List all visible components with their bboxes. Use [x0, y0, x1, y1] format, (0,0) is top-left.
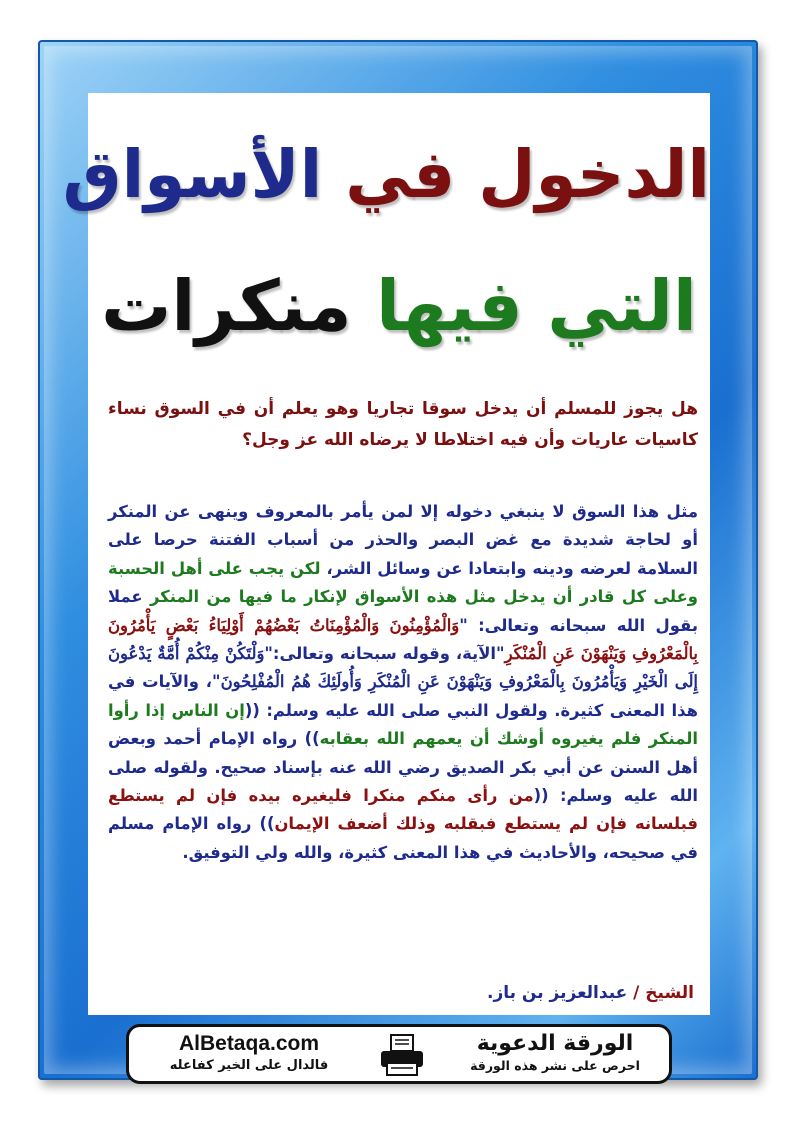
footer-brand-block — [455, 1031, 655, 1075]
answer-text — [108, 498, 698, 867]
answer-part-5: "، والآيات في هذا المعنى كثيرة. ولقول النبي صلى الله عليه وسلم: (( — [108, 672, 698, 720]
hadith-2: من رأى منكم منكرا فليغيره بيده فإن لم يستطع فبلسانه فإن لم يستطع فبقلبه وذلك أضعف الإيمان — [108, 786, 699, 834]
answer-part-2: لكن يجب على أهل الحسبة وعلى كل قادر أن يدخل مثل هذه الأسواق لإنكار ما فيها من المنكر — [108, 558, 698, 607]
signature — [487, 983, 694, 1003]
answer-part-4: "الآية، وقوله سبحانه وتعالى:" — [264, 644, 505, 664]
signature-name: عبدالعزيز بن باز. — [487, 983, 628, 1003]
title-word-evils: منكرات — [101, 265, 352, 347]
printer-icon — [379, 1033, 425, 1077]
footer-site: AlBetaqa.com — [178, 1032, 320, 1055]
footer-banner — [126, 1024, 672, 1084]
answer-part-6: )) رواه الإمام أحمد وبعض أهل السنن عن أبي بكر الصديق رضي الله عنه بإسناد صحيح. ولقوله صلى الله عليه وسلم: (( — [108, 729, 698, 806]
footer-site-block — [139, 1031, 359, 1075]
title-line-2 — [88, 260, 710, 352]
answer-part-1: مثل هذا السوق لا ينبغي دخوله إلا لمن يأمر بالمعروف وينهى عن المنكر أو لحاجة شديدة مع غض البصر والحذر من أسباب الفتنة حرصا على السلامة لعرضه ودينه وابتعادا عن وسائل الشر، — [108, 502, 698, 578]
signature-label: الشيخ / — [633, 983, 694, 1003]
question-text: هل يجوز للمسلم أن يدخل سوقا تجاريا وهو يعلم أن في السوق نساء كاسيات عاريات وأن فيه اختلاطا لا يرضاه الله عز وجل؟ — [108, 399, 698, 450]
footer-brand: الورقة الدعوية — [476, 1031, 634, 1056]
title-word-which-contain: التي فيها — [375, 265, 697, 347]
title-line-1 — [62, 130, 710, 220]
answer-part-3: عملا بقول الله سبحانه وتعالى: " — [108, 587, 698, 635]
title-word-markets: الأسواق — [62, 136, 323, 213]
title-word-entering: الدخول — [478, 136, 710, 213]
quran-verse-1: وَالْمُؤْمِنُونَ وَالْمُؤْمِنَاتُ بَعْضُهُمْ أَوْلِيَاءُ بَعْضٍ يَأْمُرُونَ بِالْمَعْرُوفِ وَيَنْهَوْنَ عَنِ الْمُنْكَرِ — [108, 615, 698, 664]
footer-slogan: فالدال على الخير كفاعله — [169, 1058, 329, 1073]
hadith-1: إن الناس إذا رأوا المنكر فلم يغيروه أوشك أن يعمهم الله بعقابه — [108, 700, 698, 749]
footer-note: احرص على نشر هذه الورقة — [470, 1058, 640, 1073]
answer-part-7: )) رواه الإمام مسلم في صحيحه، والأحاديث في هذا المعنى كثيرة، والله ولي التوفيق. — [108, 814, 698, 862]
quran-verse-2: وَلْتَكُنْ مِنْكُمْ أُمَّةٌ يَدْعُونَ إِلَى الْخَيْرِ وَيَأْمُرُونَ بِالْمَعْرُوفِ وَيَنْهَوْنَ عَنِ الْمُنْكَرِ وَأُولَئِكَ هُمُ الْمُفْلِحُونَ — [108, 644, 698, 692]
title-word-in: في — [345, 136, 456, 213]
